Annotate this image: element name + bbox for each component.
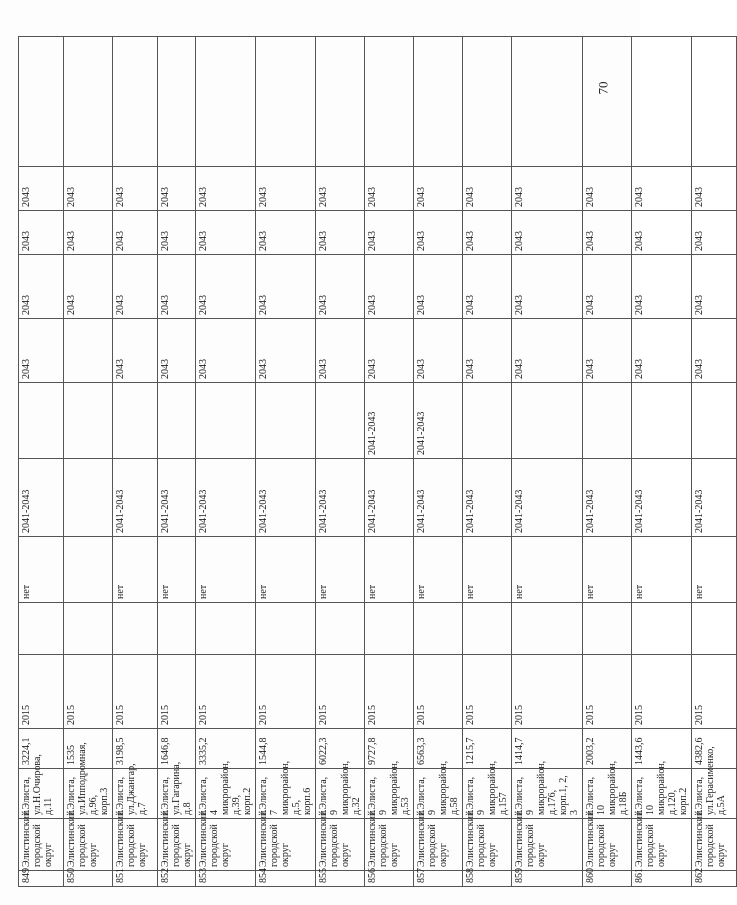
- table-cell-c9: 2043: [414, 319, 463, 383]
- table-cell-c10: 2043: [632, 255, 692, 319]
- table-cell-c6: нет: [158, 537, 196, 603]
- table-cell-addr: г.Элиста, 9 микрорайон, д.176, корп.1, 2, 3: [512, 769, 583, 819]
- table-cell-c9: 2043: [256, 319, 316, 383]
- table-cell-c5: [414, 603, 463, 655]
- table-cell-n: 862: [692, 871, 737, 887]
- table-cell-addr: г.Элиста, 9 микрорайон, д.53: [365, 769, 414, 819]
- table-cell-c9: 2043: [316, 319, 365, 383]
- table-cell-c5: [512, 603, 583, 655]
- table-cell-area: 3198,5: [113, 729, 158, 769]
- table-cell-c13: [64, 37, 113, 167]
- table-cell-c5: [632, 603, 692, 655]
- table-cell-c9: 2043: [632, 319, 692, 383]
- table-cell-c6: нет: [256, 537, 316, 603]
- table-cell-c9: 2043: [113, 319, 158, 383]
- table-cell-c11: 2043: [583, 211, 632, 255]
- table-cell-c11: 2043: [113, 211, 158, 255]
- table-cell-n: 857: [414, 871, 463, 887]
- table-cell-c8: [512, 383, 583, 459]
- table-cell-c10: 2043: [512, 255, 583, 319]
- table-cell-c10: 2043: [463, 255, 512, 319]
- table-cell-c6: нет: [632, 537, 692, 603]
- table-cell-c6: нет: [196, 537, 256, 603]
- table-cell-c12: 2043: [256, 167, 316, 211]
- table-cell-c12: 2043: [583, 167, 632, 211]
- table-cell-c6: нет: [365, 537, 414, 603]
- table-cell-area: 1443,6: [632, 729, 692, 769]
- table-cell-c13: [365, 37, 414, 167]
- table-cell-addr: г.Элиста, 9 микрорайон, д.157: [463, 769, 512, 819]
- table-cell-c8: [632, 383, 692, 459]
- table-cell-mun: Элистинский городской округ: [365, 819, 414, 871]
- table-cell-mun: Элистинский городской округ: [692, 819, 737, 871]
- table-cell-c11: 2043: [64, 211, 113, 255]
- table-cell-c5: [692, 603, 737, 655]
- table-cell-addr: г.Элиста, ул.Джангар, д.7: [113, 769, 158, 819]
- table-row: [113, 37, 158, 887]
- table-cell-c8: [158, 383, 196, 459]
- table-cell-area: 6563,3: [414, 729, 463, 769]
- table-cell-c6: нет: [19, 537, 64, 603]
- table-cell-c9: 2043: [512, 319, 583, 383]
- table-cell-c8: [692, 383, 737, 459]
- table-cell-mun: Элистинский городской округ: [256, 819, 316, 871]
- table-cell-c5: [64, 603, 113, 655]
- table-cell-mun: Элистинский городской округ: [414, 819, 463, 871]
- table-cell-c6: нет: [463, 537, 512, 603]
- table-cell-c7: [64, 459, 113, 537]
- table-cell-c7: 2041-2043: [632, 459, 692, 537]
- table-cell-n: 856: [365, 871, 414, 887]
- table-cell-c12: 2043: [512, 167, 583, 211]
- table-row: [19, 37, 64, 887]
- table-cell-c5: [196, 603, 256, 655]
- table-cell-c13: [512, 37, 583, 167]
- housing-program-table: [18, 36, 737, 887]
- table-cell-c6: нет: [316, 537, 365, 603]
- table-cell-mun: Элистинский городской округ: [632, 819, 692, 871]
- table-cell-c12: 2043: [414, 167, 463, 211]
- table-cell-c9: 2043: [692, 319, 737, 383]
- table-cell-c5: [113, 603, 158, 655]
- table-cell-n: 849: [19, 871, 64, 887]
- table-cell-c8: [64, 383, 113, 459]
- table-cell-c11: 2043: [414, 211, 463, 255]
- table-cell-c7: 2041-2043: [365, 459, 414, 537]
- table-cell-c10: 2043: [692, 255, 737, 319]
- table-cell-year: 2015: [365, 655, 414, 729]
- table-cell-c10: 2043: [414, 255, 463, 319]
- table-cell-year: 2015: [113, 655, 158, 729]
- table-row: [414, 37, 463, 887]
- table-cell-c11: 2043: [512, 211, 583, 255]
- table-cell-c5: [256, 603, 316, 655]
- table-cell-c10: 2043: [158, 255, 196, 319]
- table-cell-area: 1414,7: [512, 729, 583, 769]
- table-cell-addr: г.Элиста, 4 микрорайон, д.39, корп.2: [196, 769, 256, 819]
- table-cell-c10: 2043: [196, 255, 256, 319]
- table-cell-c13: [19, 37, 64, 167]
- table-cell-year: 2015: [158, 655, 196, 729]
- table-cell-c10: 2043: [19, 255, 64, 319]
- table-cell-c7: 2041-2043: [414, 459, 463, 537]
- table-cell-c13: [113, 37, 158, 167]
- table-cell-c13: [692, 37, 737, 167]
- table-cell-year: 2015: [64, 655, 113, 729]
- table-cell-c7: 2041-2043: [463, 459, 512, 537]
- table-cell-c12: 2043: [158, 167, 196, 211]
- table-cell-c13: [632, 37, 692, 167]
- table-cell-c12: 2043: [196, 167, 256, 211]
- table-cell-c8: [316, 383, 365, 459]
- table-cell-mun: Элистинский городской округ: [512, 819, 583, 871]
- table-cell-addr: г.Элиста, ул.Гагарина, д.8: [158, 769, 196, 819]
- table-row: [583, 37, 632, 887]
- table-cell-c6: нет: [692, 537, 737, 603]
- table-cell-c13: [196, 37, 256, 167]
- table-cell-addr: г.Элиста, 10 микрорайон, д.18Б: [583, 769, 632, 819]
- table-cell-area: 9727,8: [365, 729, 414, 769]
- table-cell-year: 2015: [414, 655, 463, 729]
- table-cell-mun: Элистинский городской округ: [583, 819, 632, 871]
- table-cell-year: 2015: [692, 655, 737, 729]
- table-cell-area: 1544,8: [256, 729, 316, 769]
- table-cell-c6: [64, 537, 113, 603]
- table-body: [19, 37, 737, 887]
- table-cell-mun: Элистинский городской округ: [113, 819, 158, 871]
- table-cell-c13: [463, 37, 512, 167]
- table-row: [692, 37, 737, 887]
- table-row: [316, 37, 365, 887]
- table-cell-c8: [196, 383, 256, 459]
- table-cell-c6: нет: [512, 537, 583, 603]
- table-cell-n: 858: [463, 871, 512, 887]
- table-cell-c11: 2043: [196, 211, 256, 255]
- table-row: [196, 37, 256, 887]
- table-cell-c7: 2041-2043: [692, 459, 737, 537]
- table-cell-addr: г.Элиста, ул.Н.Очирова, д.11: [19, 769, 64, 819]
- table-cell-c10: 2043: [583, 255, 632, 319]
- table-cell-c11: 2043: [692, 211, 737, 255]
- table-cell-addr: г.Элиста, 7 микрорайон, д.5, корп.6: [256, 769, 316, 819]
- table-cell-c5: [316, 603, 365, 655]
- table-cell-c9: [64, 319, 113, 383]
- table-cell-mun: Элистинский городской округ: [463, 819, 512, 871]
- table-cell-c9: 2043: [463, 319, 512, 383]
- table-cell-mun: Элистинский городской округ: [19, 819, 64, 871]
- table-cell-c12: 2043: [632, 167, 692, 211]
- table-cell-c6: нет: [113, 537, 158, 603]
- table-row: [463, 37, 512, 887]
- table-cell-year: 2015: [256, 655, 316, 729]
- table-cell-c11: 2043: [158, 211, 196, 255]
- table-cell-c8: [19, 383, 64, 459]
- table-cell-area: 1535: [64, 729, 113, 769]
- table-cell-c7: 2041-2043: [316, 459, 365, 537]
- table-cell-c12: 2043: [316, 167, 365, 211]
- table-cell-area: 4382,6: [692, 729, 737, 769]
- table-cell-c8: 2041-2043: [365, 383, 414, 459]
- table-cell-c13: [158, 37, 196, 167]
- table-cell-c7: 2041-2043: [113, 459, 158, 537]
- table-cell-c9: 2043: [365, 319, 414, 383]
- table-cell-c11: 2043: [19, 211, 64, 255]
- page-number: 70: [595, 81, 611, 95]
- table-row: [365, 37, 414, 887]
- table-cell-year: 2015: [316, 655, 365, 729]
- table-cell-c13: [256, 37, 316, 167]
- table-cell-c11: 2043: [256, 211, 316, 255]
- table-cell-c12: 2043: [365, 167, 414, 211]
- table-cell-n: 850: [64, 871, 113, 887]
- table-cell-area: 1646,8: [158, 729, 196, 769]
- table-cell-c7: 2041-2043: [19, 459, 64, 537]
- table-cell-n: 860: [583, 871, 632, 887]
- table-row: [64, 37, 113, 887]
- table-cell-year: 2015: [632, 655, 692, 729]
- table-cell-year: 2015: [463, 655, 512, 729]
- table-cell-n: 854: [256, 871, 316, 887]
- table-cell-mun: Элистинский городской округ: [158, 819, 196, 871]
- table-cell-addr: г.Элиста, ул.Герасименко, д.5А: [692, 769, 737, 819]
- table-cell-area: 1215,7: [463, 729, 512, 769]
- table-cell-addr: г.Элиста, ул.Ипподромная, д.96, корп.3: [64, 769, 113, 819]
- table-cell-c9: 2043: [196, 319, 256, 383]
- table-cell-c10: 2043: [365, 255, 414, 319]
- table-cell-year: 2015: [512, 655, 583, 729]
- table-cell-c10: 2043: [64, 255, 113, 319]
- table-cell-c10: 2043: [256, 255, 316, 319]
- table-row: [512, 37, 583, 887]
- table-cell-n: 852: [158, 871, 196, 887]
- table-cell-c7: 2041-2043: [583, 459, 632, 537]
- table-cell-c5: [583, 603, 632, 655]
- table-cell-addr: г.Элиста, 9 микрорайон, д.58: [414, 769, 463, 819]
- table-cell-c11: 2043: [632, 211, 692, 255]
- table-cell-area: 3335,2: [196, 729, 256, 769]
- table-cell-c8: [583, 383, 632, 459]
- table-cell-n: 861: [632, 871, 692, 887]
- table-cell-c7: 2041-2043: [158, 459, 196, 537]
- table-cell-c9: 2043: [583, 319, 632, 383]
- table-cell-mun: Элистинский городской округ: [196, 819, 256, 871]
- table-cell-addr: г.Элиста, 10 микрорайон, д.120, корп.2: [632, 769, 692, 819]
- table-cell-c12: 2043: [19, 167, 64, 211]
- table-cell-c10: 2043: [113, 255, 158, 319]
- table-cell-n: 855: [316, 871, 365, 887]
- table-cell-c7: 2041-2043: [256, 459, 316, 537]
- table-cell-c11: 2043: [316, 211, 365, 255]
- table-cell-n: 859: [512, 871, 583, 887]
- table-cell-c8: [113, 383, 158, 459]
- table-cell-year: 2015: [19, 655, 64, 729]
- table-cell-n: 851: [113, 871, 158, 887]
- table-cell-c11: 2043: [463, 211, 512, 255]
- table-cell-mun: Элистинский городской округ: [64, 819, 113, 871]
- table-cell-c8: 2041-2043: [414, 383, 463, 459]
- table-cell-c6: нет: [414, 537, 463, 603]
- table-cell-c9: 2043: [19, 319, 64, 383]
- table-cell-c12: 2043: [113, 167, 158, 211]
- table-cell-c13: [414, 37, 463, 167]
- table-cell-c5: [19, 603, 64, 655]
- table-cell-c8: [256, 383, 316, 459]
- table-cell-c9: 2043: [158, 319, 196, 383]
- table-cell-addr: г.Элиста, 9 микрорайон, д.32: [316, 769, 365, 819]
- table-row: [256, 37, 316, 887]
- table-cell-area: 6022,3: [316, 729, 365, 769]
- table-cell-area: 2003,2: [583, 729, 632, 769]
- table-row: [632, 37, 692, 887]
- table-cell-c6: нет: [583, 537, 632, 603]
- table-cell-c12: 2043: [692, 167, 737, 211]
- table-cell-c5: [158, 603, 196, 655]
- table-row: [158, 37, 196, 887]
- table-cell-c10: 2043: [316, 255, 365, 319]
- table-cell-c7: 2041-2043: [512, 459, 583, 537]
- table-cell-c12: 2043: [463, 167, 512, 211]
- table-cell-c13: [583, 37, 632, 167]
- table-cell-c8: [463, 383, 512, 459]
- table-cell-c7: 2041-2043: [196, 459, 256, 537]
- table-cell-year: 2015: [583, 655, 632, 729]
- table-cell-c13: [316, 37, 365, 167]
- table-cell-c11: 2043: [365, 211, 414, 255]
- table-cell-c12: 2043: [64, 167, 113, 211]
- table-cell-c5: [365, 603, 414, 655]
- table-cell-area: 3224,1: [19, 729, 64, 769]
- table-cell-c5: [463, 603, 512, 655]
- table-cell-year: 2015: [196, 655, 256, 729]
- table-cell-mun: Элистинский городской округ: [316, 819, 365, 871]
- table-cell-n: 853: [196, 871, 256, 887]
